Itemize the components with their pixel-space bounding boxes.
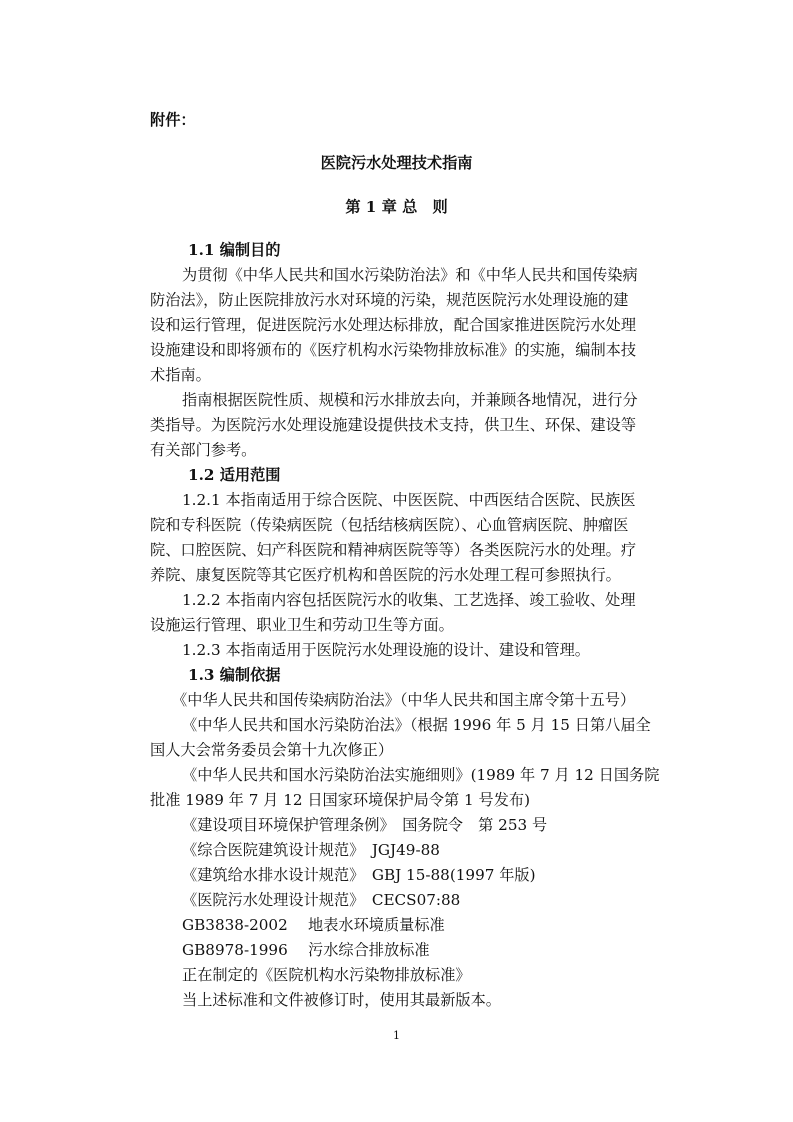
paragraph-line: 当上述标准和文件被修订时，使用其最新版本。 bbox=[182, 991, 501, 1009]
paragraph-line: 有关部门参考。 bbox=[150, 441, 257, 459]
reference-line: 《中华人民共和国水污染防治法实施细则》(1989 年 7 月 12 日国务院 bbox=[182, 766, 660, 784]
paragraph-line: 院、口腔医院、妇产科医院和精神病医院等等）各类医院污水的处理。疗 bbox=[150, 541, 636, 559]
reference-line: 《综合医院建筑设计规范》 JGJ49-88 bbox=[182, 841, 440, 859]
reference-line: 《建设项目环境保护管理条例》 国务院令 第 253 号 bbox=[182, 816, 548, 834]
page-number: 1 bbox=[393, 1029, 400, 1042]
standard-code: GB3838-2002 bbox=[182, 916, 288, 934]
reference-line: 国人大会常务委员会第十九次修正） bbox=[150, 741, 393, 759]
section-heading-1-3: 1.3 编制依据 bbox=[188, 666, 281, 684]
reference-line: 《医院污水处理设计规范》 CECS07:88 bbox=[182, 891, 461, 909]
reference-line: 《中华人民共和国水污染防治法》（根据 1996 年 5 月 15 日第八届全 bbox=[182, 716, 651, 734]
paragraph-line: 防治法》，防止医院排放污水对环境的污染，规范医院污水处理设施的建 bbox=[150, 291, 629, 309]
reference-line: 《建筑给水排水设计规范》 GBJ 15-88(1997 年版) bbox=[182, 866, 536, 884]
paragraph-line: 养院、康复医院等其它医疗机构和兽医院的污水处理工程可参照执行。 bbox=[150, 566, 621, 584]
paragraph-line: 指南根据医院性质、规模和污水排放去向，并兼顾各地情况，进行分 bbox=[182, 391, 638, 409]
paragraph-line: 院和专科医院（传染病医院（包括结核病医院）、心血管病医院、肿瘤医 bbox=[150, 516, 629, 534]
standard-name: 污水综合排放标准 bbox=[308, 941, 430, 959]
attachment-label: 附件： bbox=[150, 111, 196, 129]
paragraph-line: 正在制定的《医院机构水污染物排放标准》 bbox=[182, 966, 471, 984]
reference-line: 批准 1989 年 7 月 12 日国家环境保护局令第 1 号发布) bbox=[150, 791, 531, 809]
standard-code: GB8978-1996 bbox=[182, 941, 288, 959]
paragraph-line: 为贯彻《中华人民共和国水污染防治法》和《中华人民共和国传染病 bbox=[182, 266, 638, 284]
section-heading-1-2: 1.2 适用范围 bbox=[188, 466, 281, 484]
paragraph-line: 1.2.1 本指南适用于综合医院、中医医院、中西医结合医院、民族医 bbox=[182, 491, 636, 509]
chapter-heading: 第 1 章 总 则 bbox=[345, 198, 448, 216]
paragraph-line: 1.2.2 本指南内容包括医院污水的收集、工艺选择、竣工验收、处理 bbox=[182, 591, 636, 609]
standard-name: 地表水环境质量标准 bbox=[308, 916, 445, 934]
paragraph-line: 设施建设和即将颁布的《医疗机构水污染物排放标准》的实施，编制本技 bbox=[150, 341, 636, 359]
paragraph-line: 术指南。 bbox=[150, 366, 211, 384]
reference-line: 《中华人民共和国传染病防治法》（中华人民共和国主席令第十五号） bbox=[172, 691, 636, 709]
paragraph-line: 设和运行管理，促进医院污水处理达标排放，配合国家推进医院污水处理 bbox=[150, 316, 636, 334]
document-title: 医院污水处理技术指南 bbox=[320, 154, 473, 172]
paragraph-line: 设施运行管理、职业卫生和劳动卫生等方面。 bbox=[150, 616, 454, 634]
paragraph-line: 类指导。为医院污水处理设施建设提供技术支持，供卫生、环保、建设等 bbox=[150, 416, 636, 434]
section-heading-1-1: 1.1 编制目的 bbox=[188, 241, 281, 259]
paragraph-line: 1.2.3 本指南适用于医院污水处理设施的设计、建设和管理。 bbox=[182, 641, 590, 659]
